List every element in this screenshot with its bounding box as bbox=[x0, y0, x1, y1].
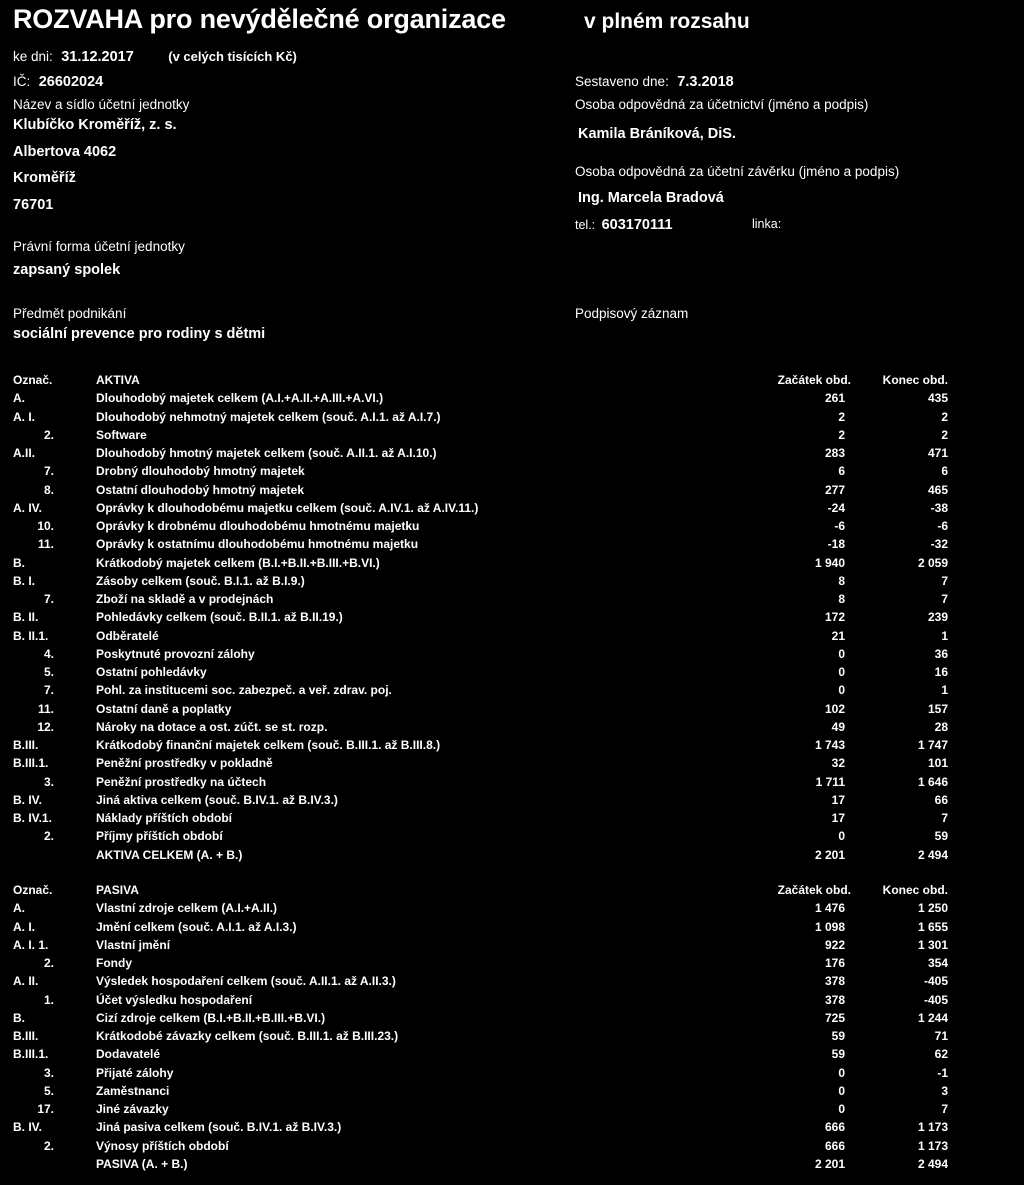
row-name: Krátkodobé závazky celkem (souč. B.III.1. až B.III.23.) bbox=[96, 1029, 399, 1043]
row-name: Jiná aktiva celkem (souč. B.IV.1. až B.IV.3.) bbox=[96, 792, 338, 807]
table-row bbox=[13, 1100, 1013, 1118]
row-code: B. IV. bbox=[13, 1120, 42, 1135]
row-end-value: 1 747 bbox=[917, 738, 948, 752]
row-end-value: 1 bbox=[941, 628, 948, 643]
table-row bbox=[13, 899, 1013, 917]
tel-value: 603170111 bbox=[601, 217, 673, 233]
column-header-end: Konec obd. bbox=[882, 883, 948, 897]
row-end-value: 7 bbox=[941, 1102, 948, 1116]
table-row bbox=[13, 572, 1013, 590]
row-code: 2. bbox=[43, 427, 54, 442]
row-name: Jiné závazky bbox=[96, 1102, 169, 1116]
ico-line bbox=[13, 73, 103, 91]
table-row bbox=[13, 991, 1013, 1009]
row-name: Vlastní zdroje celkem (A.I.+A.II.) bbox=[96, 901, 278, 916]
document-scope: v plném rozsahu bbox=[584, 10, 750, 33]
assets-table bbox=[13, 371, 1013, 864]
row-code: 11. bbox=[37, 537, 54, 552]
row-begin-value: 32 bbox=[831, 756, 845, 771]
row-end-value: 59 bbox=[934, 829, 948, 844]
accounting-person-value: Kamila Bráníková, DiS. bbox=[578, 126, 736, 142]
row-name: Oprávky k drobnému dlouhodobému hmotnému majetku bbox=[96, 519, 420, 533]
row-name: Pohl. za institucemi soc. zabezpeč. a veř. zdrav. poj. bbox=[96, 683, 392, 698]
table-row bbox=[13, 846, 1013, 864]
units-note: (v celých tisících Kč) bbox=[168, 49, 297, 64]
table-row bbox=[13, 1064, 1013, 1082]
row-end-value: 1 244 bbox=[917, 1010, 948, 1025]
row-code: B. IV. bbox=[13, 792, 42, 807]
row-name: Dodavatelé bbox=[96, 1047, 161, 1062]
row-end-value: 16 bbox=[934, 665, 948, 679]
row-end-value: 6 bbox=[941, 464, 948, 479]
table-row bbox=[13, 718, 1013, 736]
row-end-value: 101 bbox=[927, 756, 948, 771]
row-end-value: 62 bbox=[934, 1047, 948, 1062]
row-name: Peněžní prostředky v pokladně bbox=[96, 756, 273, 771]
column-header-begin: Začátek obd. bbox=[777, 373, 851, 387]
row-end-value: -1 bbox=[937, 1065, 948, 1080]
table-row bbox=[13, 426, 1013, 444]
row-begin-value: 378 bbox=[824, 992, 845, 1007]
row-name: Dlouhodobý majetek celkem (A.I.+A.II.+A.III.+A.VI.) bbox=[96, 391, 384, 406]
legal-form-label: Právní forma účetní jednotky bbox=[13, 239, 185, 254]
row-name: Přijaté zálohy bbox=[96, 1065, 174, 1080]
table-row bbox=[13, 972, 1013, 990]
row-code: A. bbox=[13, 901, 25, 916]
row-end-value: -405 bbox=[923, 992, 948, 1007]
row-end-value: 71 bbox=[934, 1029, 948, 1043]
legal-form-value: zapsaný spolek bbox=[13, 262, 121, 278]
table-row bbox=[13, 389, 1013, 407]
row-code: B.III.1. bbox=[13, 756, 49, 771]
row-code: B. II. bbox=[13, 610, 39, 625]
table-row bbox=[13, 809, 1013, 827]
row-end-value: 2 bbox=[941, 409, 948, 424]
row-end-value: 2 059 bbox=[917, 555, 948, 570]
column-header-code: Označ. bbox=[13, 373, 53, 387]
liabilities-rows bbox=[13, 899, 1013, 1173]
table-row bbox=[13, 754, 1013, 772]
row-begin-value: 1 743 bbox=[814, 738, 845, 752]
row-code: 11. bbox=[37, 701, 54, 716]
row-begin-value: 1 711 bbox=[815, 774, 845, 789]
row-begin-value: 277 bbox=[824, 482, 845, 497]
closing-person-value: Ing. Marcela Bradová bbox=[578, 190, 724, 206]
row-end-value: -38 bbox=[930, 500, 948, 515]
row-code: 5. bbox=[43, 665, 54, 679]
row-begin-value: -24 bbox=[827, 500, 845, 515]
row-begin-value: 261 bbox=[824, 391, 845, 406]
row-begin-value: 0 bbox=[838, 646, 845, 661]
row-name: Drobný dlouhodobý hmotný majetek bbox=[96, 464, 305, 479]
column-header-assets: AKTIVA bbox=[96, 373, 140, 387]
row-begin-value: 8 bbox=[838, 592, 845, 606]
row-name: Příjmy příštích období bbox=[96, 829, 223, 844]
tel-label: tel.: bbox=[575, 218, 596, 232]
row-begin-value: 0 bbox=[838, 665, 845, 679]
row-name: Dlouhodobý nehmotný majetek celkem (souč. A.I.1. až A.I.7.) bbox=[96, 409, 441, 424]
row-code: 2. bbox=[43, 1138, 54, 1153]
row-name: Software bbox=[96, 427, 147, 442]
row-name: Jmění celkem (souč. A.I.1. až A.I.3.) bbox=[96, 919, 297, 934]
row-end-value: -6 bbox=[937, 519, 948, 533]
date-line bbox=[13, 48, 297, 66]
row-begin-value: 59 bbox=[831, 1029, 845, 1043]
row-begin-value: 0 bbox=[838, 1083, 845, 1098]
row-code: 17. bbox=[37, 1102, 54, 1116]
table-row bbox=[13, 681, 1013, 699]
row-end-value: 239 bbox=[927, 610, 948, 625]
row-name: Fondy bbox=[96, 956, 132, 970]
row-code: B. bbox=[13, 1010, 25, 1025]
row-begin-value: 2 bbox=[838, 409, 845, 424]
row-code: 8. bbox=[43, 482, 54, 497]
table-row bbox=[13, 1082, 1013, 1100]
assets-rows bbox=[13, 389, 1013, 864]
table-row bbox=[13, 773, 1013, 791]
entity-city: Kroměříž bbox=[13, 170, 76, 186]
row-name: Peněžní prostředky na účtech bbox=[96, 774, 267, 789]
row-end-value: 28 bbox=[934, 719, 948, 734]
liabilities-table bbox=[13, 881, 1013, 1173]
table-row bbox=[13, 645, 1013, 663]
row-code: 7. bbox=[43, 464, 54, 479]
compiled-line bbox=[575, 73, 734, 91]
entity-street: Albertova 4062 bbox=[13, 144, 117, 160]
table-row bbox=[13, 1009, 1013, 1027]
row-name: AKTIVA CELKEM (A. + B.) bbox=[96, 847, 243, 862]
signature-label: Podpisový záznam bbox=[575, 306, 689, 321]
row-begin-value: 8 bbox=[838, 573, 845, 588]
row-end-value: 435 bbox=[927, 391, 948, 406]
liabilities-header-row bbox=[13, 881, 1013, 899]
row-name: Dlouhodobý hmotný majetek celkem (souč. A.II.1. až A.I.10.) bbox=[96, 446, 437, 460]
row-end-value: 465 bbox=[927, 482, 948, 497]
row-name: Jiná pasiva celkem (souč. B.IV.1. až B.IV.3.) bbox=[96, 1120, 342, 1135]
table-row bbox=[13, 736, 1013, 754]
row-begin-value: 59 bbox=[831, 1047, 845, 1062]
row-begin-value: 0 bbox=[838, 1102, 845, 1116]
table-row bbox=[13, 791, 1013, 809]
row-code: A.II. bbox=[13, 446, 36, 460]
table-row bbox=[13, 517, 1013, 535]
table-row bbox=[13, 936, 1013, 954]
table-row bbox=[13, 627, 1013, 645]
row-begin-value: -6 bbox=[834, 519, 845, 533]
row-name: Pohledávky celkem (souč. B.II.1. až B.II.19.) bbox=[96, 610, 343, 625]
row-begin-value: 172 bbox=[824, 610, 845, 625]
row-name: Výnosy příštích období bbox=[96, 1138, 229, 1153]
row-name: Zaměstnanci bbox=[96, 1083, 170, 1098]
row-name: Zásoby celkem (souč. B.I.1. až B.I.9.) bbox=[96, 573, 305, 588]
row-code: A. I. bbox=[13, 409, 36, 424]
row-code: 3. bbox=[43, 774, 54, 789]
row-code: 12. bbox=[37, 719, 54, 734]
entity-name-value: Klubíčko Kroměříž, z. s. bbox=[13, 117, 177, 133]
row-begin-value: 2 201 bbox=[814, 1156, 845, 1171]
row-name: Vlastní jmění bbox=[96, 937, 171, 952]
row-code: A. I. 1. bbox=[13, 937, 49, 952]
row-begin-value: -18 bbox=[827, 537, 845, 552]
column-header-liabilities: PASIVA bbox=[96, 883, 139, 897]
row-begin-value: 0 bbox=[838, 829, 845, 844]
table-row bbox=[13, 1155, 1013, 1173]
table-row bbox=[13, 444, 1013, 462]
table-row bbox=[13, 1027, 1013, 1045]
row-begin-value: 1 940 bbox=[814, 555, 845, 570]
table-row bbox=[13, 1137, 1013, 1155]
table-row bbox=[13, 663, 1013, 681]
row-begin-value: 0 bbox=[838, 1065, 845, 1080]
row-begin-value: 2 201 bbox=[814, 847, 845, 862]
business-label: Předmět podnikání bbox=[13, 306, 127, 321]
row-end-value: 1 173 bbox=[917, 1120, 948, 1135]
row-code: B.III.1. bbox=[13, 1047, 49, 1062]
table-row bbox=[13, 1045, 1013, 1063]
table-row bbox=[13, 918, 1013, 936]
row-code: 7. bbox=[43, 683, 54, 698]
row-begin-value: 0 bbox=[838, 683, 845, 698]
row-name: Cizí zdroje celkem (B.I.+B.II.+B.III.+B.VI.) bbox=[96, 1010, 326, 1025]
row-code: 4. bbox=[43, 646, 54, 661]
row-name: Výsledek hospodaření celkem (souč. A.II.1. až A.II.3.) bbox=[96, 974, 396, 989]
ico-value: 26602024 bbox=[38, 74, 104, 90]
row-end-value: 36 bbox=[934, 646, 948, 661]
row-begin-value: 17 bbox=[831, 792, 845, 807]
row-begin-value: 1 098 bbox=[814, 919, 845, 934]
document-title: ROZVAHA pro nevýdělečné organizace bbox=[13, 4, 506, 34]
row-end-value: 1 301 bbox=[917, 937, 948, 952]
row-code: 2. bbox=[43, 829, 54, 844]
row-name: Nároky na dotace a ost. zúčt. se st. rozp. bbox=[96, 719, 328, 734]
compiled-label: Sestaveno dne: bbox=[575, 74, 669, 89]
row-end-value: 1 655 bbox=[917, 919, 948, 934]
table-row bbox=[13, 499, 1013, 517]
row-code: 3. bbox=[43, 1065, 54, 1080]
row-end-value: 2 bbox=[941, 427, 948, 442]
row-name: Ostatní dlouhodobý hmotný majetek bbox=[96, 482, 305, 497]
column-header-end: Konec obd. bbox=[882, 373, 948, 387]
row-end-value: 354 bbox=[927, 956, 948, 970]
row-name: Zboží na skladě a v prodejnách bbox=[96, 592, 274, 606]
row-end-value: 3 bbox=[941, 1083, 948, 1098]
entity-zip: 76701 bbox=[13, 197, 54, 213]
row-name: Náklady příštích období bbox=[96, 811, 233, 825]
row-begin-value: 21 bbox=[831, 628, 845, 643]
ext-label: linka: bbox=[752, 217, 782, 231]
row-begin-value: 49 bbox=[831, 719, 845, 734]
row-end-value: 7 bbox=[941, 811, 948, 825]
row-end-value: 1 173 bbox=[917, 1138, 948, 1153]
row-code: B. bbox=[13, 555, 25, 570]
business-value: sociální prevence pro rodiny s dětmi bbox=[13, 326, 266, 342]
row-begin-value: 6 bbox=[838, 464, 845, 479]
row-code: B.III. bbox=[13, 738, 39, 752]
row-code: B. II.1. bbox=[13, 628, 49, 643]
table-row bbox=[13, 535, 1013, 553]
row-name: Oprávky k ostatnímu dlouhodobému hmotnému majetku bbox=[96, 537, 419, 552]
row-name: PASIVA (A. + B.) bbox=[96, 1156, 188, 1171]
column-header-begin: Začátek obd. bbox=[777, 883, 851, 897]
row-code: B.III. bbox=[13, 1029, 39, 1043]
row-name: Ostatní daně a poplatky bbox=[96, 701, 232, 716]
row-name: Účet výsledku hospodaření bbox=[96, 992, 253, 1007]
row-end-value: 157 bbox=[927, 701, 948, 716]
table-row bbox=[13, 408, 1013, 426]
row-code: B. I. bbox=[13, 573, 36, 588]
date-label: ke dni: bbox=[13, 49, 53, 64]
row-code: B. IV.1. bbox=[13, 811, 52, 825]
table-row bbox=[13, 554, 1013, 572]
row-begin-value: 378 bbox=[824, 974, 845, 989]
row-end-value: 1 250 bbox=[917, 901, 948, 916]
row-name: Poskytnuté provozní zálohy bbox=[96, 646, 255, 661]
row-code: A. I. bbox=[13, 919, 36, 934]
table-row bbox=[13, 827, 1013, 845]
row-code: 2. bbox=[43, 956, 54, 970]
row-begin-value: 725 bbox=[824, 1010, 845, 1025]
row-name: Krátkodobý finanční majetek celkem (souč. B.III.1. až B.III.8.) bbox=[96, 738, 441, 752]
entity-name-label: Název a sídlo účetní jednotky bbox=[13, 97, 190, 112]
tel-line bbox=[575, 216, 673, 234]
row-code: A. IV. bbox=[13, 500, 42, 515]
row-code: A. bbox=[13, 391, 25, 406]
row-code: A. II. bbox=[13, 974, 39, 989]
row-begin-value: 17 bbox=[831, 811, 845, 825]
row-begin-value: 176 bbox=[824, 956, 845, 970]
table-row bbox=[13, 954, 1013, 972]
ico-label: IČ: bbox=[13, 74, 31, 89]
row-begin-value: 2 bbox=[838, 427, 845, 442]
accounting-person-label: Osoba odpovědná za účetnictví (jméno a podpis) bbox=[575, 97, 869, 112]
table-row bbox=[13, 590, 1013, 608]
row-end-value: 7 bbox=[941, 573, 948, 588]
row-end-value: 2 494 bbox=[917, 1156, 948, 1171]
row-name: Odběratelé bbox=[96, 628, 159, 643]
row-end-value: 66 bbox=[934, 792, 948, 807]
table-row bbox=[13, 462, 1013, 480]
row-name: Krátkodobý majetek celkem (B.I.+B.II.+B.III.+B.VI.) bbox=[96, 555, 380, 570]
date-value: 31.12.2017 bbox=[61, 49, 134, 65]
row-end-value: -32 bbox=[930, 537, 948, 552]
compiled-value: 7.3.2018 bbox=[677, 74, 734, 90]
row-code: 7. bbox=[43, 592, 54, 606]
row-end-value: 1 bbox=[941, 683, 948, 698]
row-name: Oprávky k dlouhodobému majetku celkem (souč. A.IV.1. až A.IV.11.) bbox=[96, 500, 479, 515]
row-begin-value: 283 bbox=[824, 446, 845, 460]
row-end-value: 1 646 bbox=[917, 774, 948, 789]
row-begin-value: 922 bbox=[824, 937, 845, 952]
row-end-value: -405 bbox=[923, 974, 948, 989]
table-row bbox=[13, 608, 1013, 626]
row-begin-value: 1 476 bbox=[814, 901, 845, 916]
row-begin-value: 666 bbox=[824, 1138, 845, 1153]
closing-person-label: Osoba odpovědná za účetní závěrku (jméno a podpis) bbox=[575, 164, 900, 179]
column-header-code: Označ. bbox=[13, 883, 53, 897]
row-end-value: 471 bbox=[927, 446, 948, 460]
table-row bbox=[13, 700, 1013, 718]
row-begin-value: 666 bbox=[824, 1120, 845, 1135]
table-row bbox=[13, 481, 1013, 499]
row-begin-value: 102 bbox=[824, 701, 845, 716]
row-code: 1. bbox=[43, 992, 54, 1007]
row-name: Ostatní pohledávky bbox=[96, 665, 207, 679]
row-end-value: 2 494 bbox=[917, 847, 948, 862]
row-code: 5. bbox=[43, 1083, 54, 1098]
assets-header-row bbox=[13, 371, 1013, 389]
row-code: 10. bbox=[37, 519, 54, 533]
row-end-value: 7 bbox=[941, 592, 948, 606]
table-row bbox=[13, 1118, 1013, 1136]
